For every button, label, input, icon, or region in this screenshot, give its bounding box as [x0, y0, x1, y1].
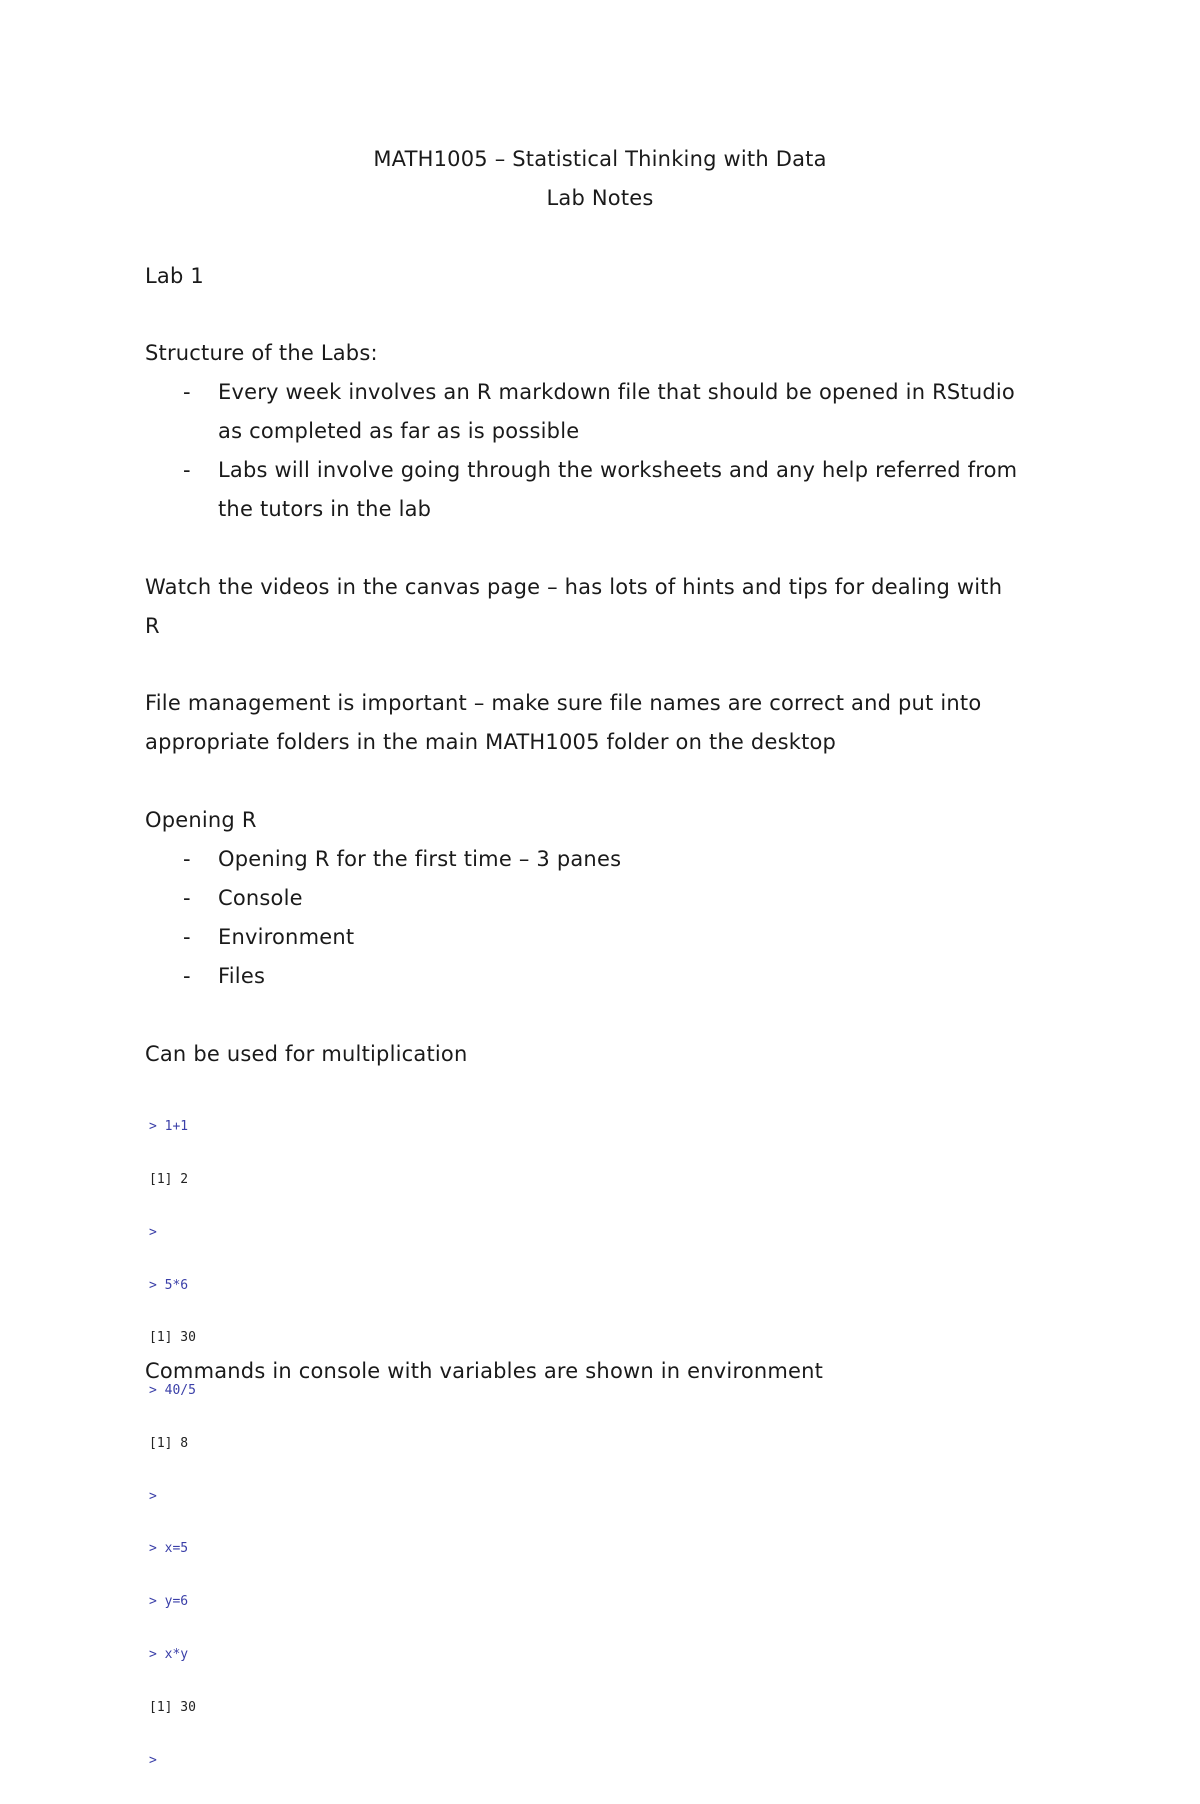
- console-line: [1] 30: [149, 1699, 196, 1715]
- opening-list: [145, 840, 621, 996]
- list-item-line: Every week involves an R markdown file that should be opened in RStudio: [218, 380, 1015, 404]
- list-item-line: as completed as far as is possible: [218, 419, 580, 443]
- structure-list: [145, 373, 1017, 529]
- bullet-dash: -: [183, 380, 191, 404]
- list-item: [145, 451, 1017, 529]
- console-line: > 5*6: [149, 1277, 189, 1293]
- bullet-dash: -: [183, 847, 191, 871]
- console-line: >: [149, 1488, 157, 1504]
- console-line: [1] 30: [149, 1330, 196, 1346]
- document-title: MATH1005 – Statistical Thinking with Data: [373, 147, 827, 171]
- bullet-dash: -: [183, 964, 191, 988]
- list-item-line: Console: [218, 886, 303, 910]
- console-line: [1] 8: [149, 1435, 189, 1451]
- list-item: [145, 840, 621, 879]
- files-paragraph: [145, 684, 981, 762]
- console-line: > 1+1: [149, 1119, 189, 1135]
- list-item-line: Opening R for the first time – 3 panes: [218, 847, 622, 871]
- list-item: [145, 918, 621, 957]
- list-item: [145, 373, 1017, 451]
- console-line: >: [149, 1752, 157, 1768]
- list-item: [145, 879, 621, 918]
- paragraph-line: R: [145, 614, 160, 638]
- console-line: > y=6: [149, 1594, 189, 1610]
- multiplication-heading: Can be used for multiplication: [145, 1042, 468, 1066]
- r-console-screenshot: [149, 1083, 196, 1804]
- bullet-dash: -: [183, 886, 191, 910]
- console-line: > x=5: [149, 1541, 189, 1557]
- opening-heading: Opening R: [145, 808, 257, 832]
- list-item-line: Environment: [218, 925, 355, 949]
- bullet-dash: -: [183, 925, 191, 949]
- console-line: > 40/5: [149, 1383, 196, 1399]
- list-item: [145, 957, 621, 996]
- videos-paragraph: [145, 568, 1002, 646]
- list-item-line: Files: [218, 964, 266, 988]
- lab-heading: Lab 1: [145, 264, 204, 288]
- title-block: [0, 140, 1200, 218]
- paragraph-line: Watch the videos in the canvas page – has lots of hints and tips for dealing with: [145, 575, 1003, 599]
- list-item-line: Labs will involve going through the worksheets and any help referred from: [218, 458, 1018, 482]
- console-line: [1] 2: [149, 1171, 189, 1187]
- paragraph-line: appropriate folders in the main MATH1005 folder on the desktop: [145, 730, 837, 754]
- console-line: >: [149, 1224, 157, 1240]
- console-line: > x*y: [149, 1647, 189, 1662]
- structure-heading: Structure of the Labs:: [145, 341, 378, 365]
- bullet-dash: -: [183, 458, 191, 482]
- paragraph-line: File management is important – make sure file names are correct and put into: [145, 691, 982, 715]
- document-subtitle: Lab Notes: [546, 186, 654, 210]
- commands-note: Commands in console with variables are shown in environment: [145, 1359, 824, 1383]
- list-item-line: the tutors in the lab: [218, 497, 432, 521]
